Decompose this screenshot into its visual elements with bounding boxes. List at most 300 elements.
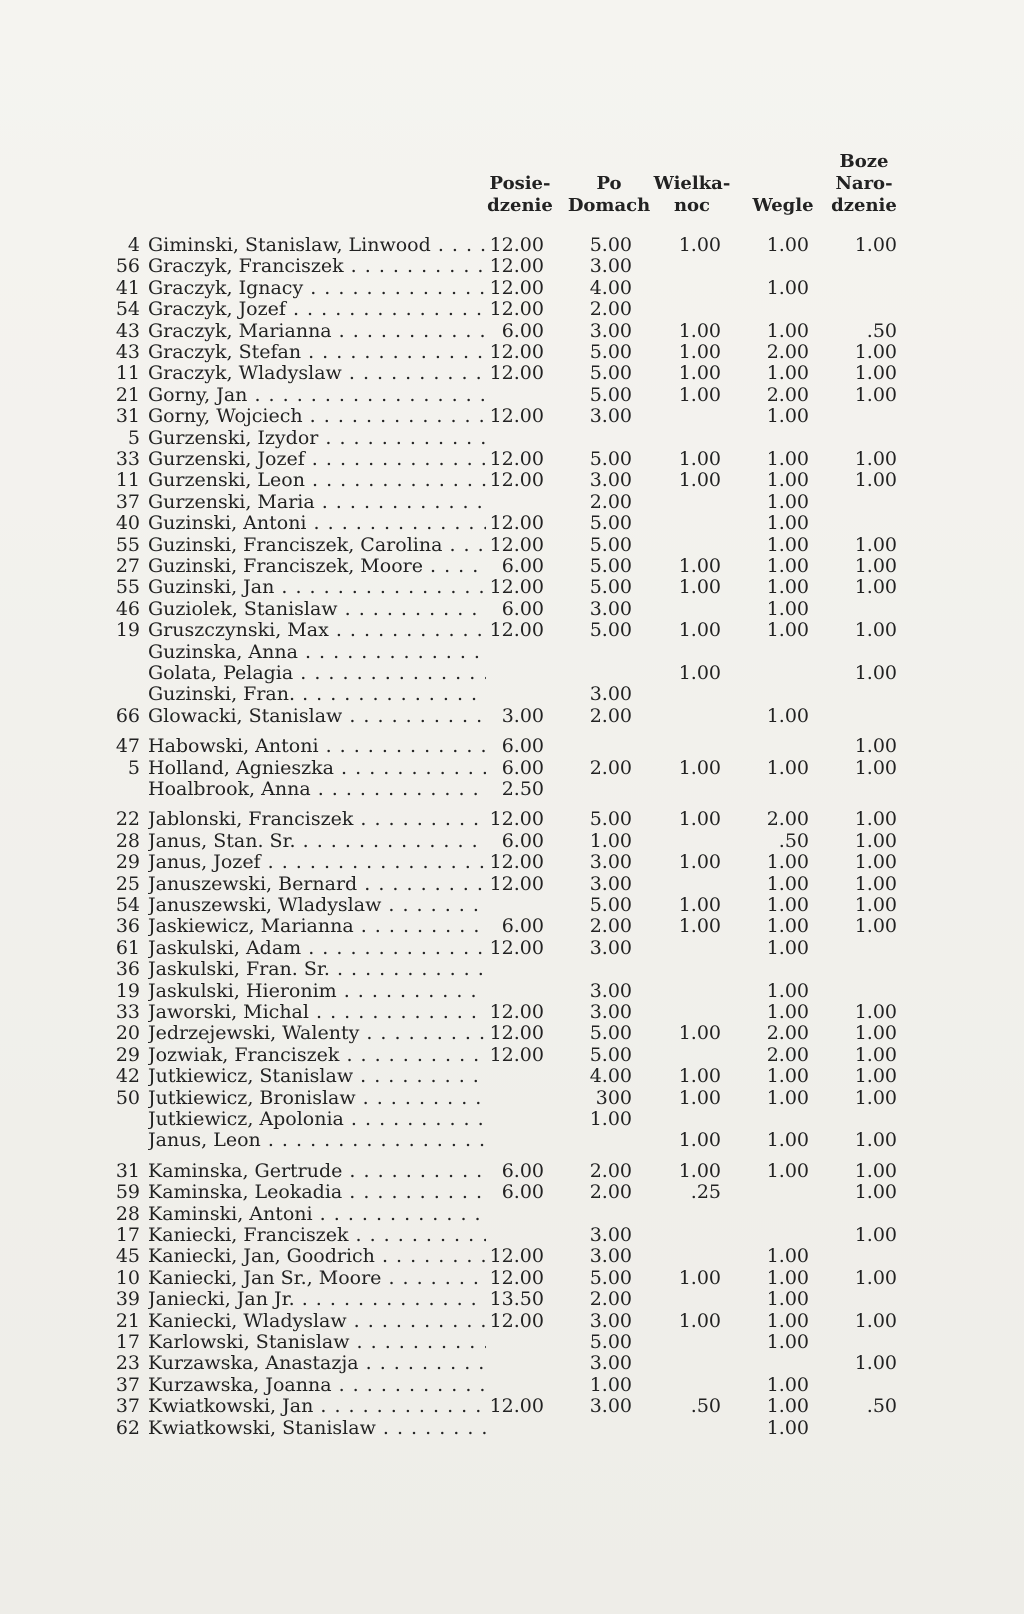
- row-value: 1.00: [766, 512, 809, 535]
- row-value: 12.00: [489, 1245, 544, 1268]
- row-name: Jablonski, Franciszek . . .: [148, 808, 486, 830]
- row-number: 36: [115, 958, 140, 981]
- row-value: 2.00: [766, 1043, 809, 1066]
- table-row: [0, 1160, 1024, 1182]
- row-value: 1.00: [854, 1065, 897, 1088]
- row-value: 1.00: [854, 1224, 897, 1246]
- row-value: 1.00: [854, 872, 897, 895]
- row-value: 3.00: [589, 979, 632, 1002]
- row-value: 1.00: [678, 756, 721, 779]
- row-value: 1.00: [766, 1288, 809, 1311]
- row-value: 1.00: [854, 894, 897, 916]
- row-value: 1.00: [766, 597, 809, 620]
- table-row: [0, 1022, 1024, 1044]
- table-row: [0, 277, 1024, 299]
- row-value: 1.00: [678, 851, 721, 874]
- row-value: 12.00: [489, 1395, 544, 1418]
- row-value: 1.00: [766, 1086, 809, 1109]
- row-value: 3.00: [589, 1224, 632, 1246]
- row-value: 3.00: [589, 1352, 632, 1375]
- row-value: 1.00: [854, 576, 897, 599]
- row-value: .25: [690, 1181, 721, 1204]
- row-value: 3.00: [589, 872, 632, 895]
- row-name: Kaminska, Leokadia . . .: [148, 1181, 486, 1203]
- row-number: 5: [127, 426, 140, 449]
- row-value: 1.00: [854, 619, 897, 642]
- row-value: 12.00: [489, 619, 544, 642]
- row-name: Gorny, Wojciech . . .: [148, 405, 486, 427]
- header-posiedzenie: [487, 173, 553, 217]
- row-number: 29: [115, 1043, 140, 1066]
- row-value: 3.00: [589, 1245, 632, 1268]
- row-value: 5.00: [589, 576, 632, 599]
- table-row: [0, 1181, 1024, 1203]
- row-value: 1.00: [766, 533, 809, 556]
- table-row: [0, 705, 1024, 727]
- row-value: 12.00: [489, 1266, 544, 1289]
- table-row: [0, 1224, 1024, 1246]
- row-value: 1.00: [766, 1416, 809, 1439]
- row-number: 28: [115, 829, 140, 852]
- row-value: 1.00: [678, 1065, 721, 1088]
- table-row: [0, 598, 1024, 620]
- row-value: 1.00: [854, 383, 897, 406]
- row-number: 33: [115, 1001, 140, 1023]
- row-value: 12.00: [489, 362, 544, 385]
- row-name: Janiecki, Jan Jr. . . .: [148, 1288, 486, 1310]
- row-value: 1.00: [854, 234, 897, 256]
- row-name: Kaniecki, Wladyslaw . . .: [148, 1310, 486, 1332]
- row-value: 6.00: [501, 1159, 544, 1182]
- row-name: Golata, Pelagia . . .: [148, 662, 486, 684]
- row-value: 1.00: [766, 936, 809, 959]
- row-value: 1.00: [854, 533, 897, 556]
- row-value: 2.50: [501, 778, 544, 800]
- row-number: 20: [115, 1022, 140, 1045]
- row-value: 1.00: [678, 319, 721, 342]
- row-value: 1.00: [766, 234, 809, 256]
- table-row: [0, 534, 1024, 556]
- row-number: 61: [115, 936, 140, 959]
- table-row: [0, 1065, 1024, 1087]
- row-value: 2.00: [589, 1159, 632, 1182]
- row-value: 6.00: [501, 735, 544, 758]
- row-number: 33: [115, 448, 140, 470]
- row-value: 5.00: [589, 1266, 632, 1289]
- row-number: 10: [115, 1266, 140, 1289]
- table-row: [0, 757, 1024, 779]
- table-row: [0, 469, 1024, 491]
- row-name: Gurzenski, Maria . . .: [148, 491, 486, 513]
- row-number: 31: [115, 405, 140, 428]
- row-name: Glowacki, Stanislaw . . .: [148, 705, 486, 727]
- row-value: 5.00: [589, 383, 632, 406]
- header-line: Po: [596, 173, 622, 194]
- row-value: 1.00: [678, 448, 721, 470]
- table-row: [0, 1395, 1024, 1417]
- row-name: Kurzawska, Joanna . . .: [148, 1374, 486, 1396]
- row-value: 1.00: [766, 1159, 809, 1182]
- row-value: 12.00: [489, 936, 544, 959]
- row-value: 1.00: [678, 894, 721, 916]
- row-value: 1.00: [766, 915, 809, 938]
- row-value: 3.00: [589, 1001, 632, 1023]
- row-value: 12.00: [489, 469, 544, 492]
- table-row: [0, 405, 1024, 427]
- row-value: 1.00: [766, 1395, 809, 1418]
- table-row: [0, 662, 1024, 684]
- row-value: 12.00: [489, 1001, 544, 1023]
- row-name: Janus, Stan. Sr. . . .: [148, 830, 486, 852]
- row-value: 1.00: [854, 1266, 897, 1289]
- row-name: Jutkiewicz, Apolonia . . .: [148, 1108, 486, 1130]
- row-number: 23: [115, 1352, 140, 1375]
- row-number: 11: [115, 362, 140, 385]
- row-number: 40: [115, 512, 140, 535]
- row-name: Jedrzejewski, Walenty . . .: [148, 1022, 486, 1044]
- row-value: 12.00: [489, 255, 544, 278]
- row-value: 1.00: [854, 1043, 897, 1066]
- row-value: 1.00: [766, 1309, 809, 1332]
- row-value: 2.00: [589, 490, 632, 513]
- row-value: 1.00: [854, 829, 897, 852]
- row-number: 37: [115, 490, 140, 513]
- row-value: 12.00: [489, 851, 544, 874]
- row-name: Guzinski, Fran. . . .: [148, 683, 486, 705]
- row-name: Jaworski, Michal . . .: [148, 1001, 486, 1023]
- row-value: 1.00: [766, 1065, 809, 1088]
- row-value: 1.00: [766, 1331, 809, 1353]
- row-number: 27: [115, 555, 140, 577]
- row-value: 5.00: [589, 341, 632, 363]
- row-name: Jutkiewicz, Bronislaw . . .: [148, 1087, 486, 1109]
- row-value: 2.00: [589, 298, 632, 321]
- row-value: 5.00: [589, 619, 632, 642]
- row-value: 5.00: [589, 555, 632, 577]
- row-value: 3.00: [589, 1395, 632, 1418]
- row-value: 1.00: [766, 704, 809, 727]
- row-number: 36: [115, 915, 140, 938]
- header-line: noc: [673, 195, 711, 216]
- header-line: Wegle: [752, 195, 814, 216]
- table-row: [0, 1203, 1024, 1225]
- table-row: [0, 576, 1024, 598]
- row-value: 4.00: [589, 1065, 632, 1088]
- row-value: 1.00: [766, 362, 809, 385]
- table-row: [0, 619, 1024, 641]
- row-value: 1.00: [766, 851, 809, 874]
- table-row: [0, 555, 1024, 577]
- row-value: 3.00: [589, 597, 632, 620]
- row-value: 1.00: [766, 619, 809, 642]
- row-number: 56: [115, 255, 140, 278]
- table-row: [0, 735, 1024, 757]
- row-name: Jutkiewicz, Stanislaw . . .: [148, 1065, 486, 1087]
- row-name: Hoalbrook, Anna . . .: [148, 778, 486, 800]
- header-line: Naro-: [835, 173, 893, 194]
- row-value: 1.00: [854, 1001, 897, 1023]
- row-value: 1.00: [766, 555, 809, 577]
- row-name: Januszewski, Bernard . . .: [148, 873, 486, 895]
- table-row: [0, 958, 1024, 980]
- row-value: 2.00: [589, 756, 632, 779]
- table-row: [0, 1288, 1024, 1310]
- row-value: 1.00: [766, 1373, 809, 1396]
- row-value: 1.00: [854, 555, 897, 577]
- row-number: 41: [115, 276, 140, 299]
- row-number: 11: [115, 469, 140, 492]
- row-value: 6.00: [501, 1181, 544, 1204]
- row-value: 5.00: [589, 234, 632, 256]
- header-wegle: [752, 195, 813, 217]
- row-value: 3.00: [589, 405, 632, 428]
- row-value: 12.00: [489, 405, 544, 428]
- row-name: Graczyk, Ignacy . . .: [148, 277, 486, 299]
- row-number: 17: [115, 1224, 140, 1246]
- row-value: 1.00: [678, 383, 721, 406]
- table-row: [0, 851, 1024, 873]
- row-value: 1.00: [854, 662, 897, 684]
- row-name: Kaniecki, Jan Sr., Moore . . .: [148, 1267, 486, 1289]
- row-name: Kaminski, Antoni . . .: [148, 1203, 486, 1225]
- table-row: [0, 1087, 1024, 1109]
- row-value: 2.00: [589, 1288, 632, 1311]
- row-value: 300: [595, 1086, 632, 1109]
- table-row: [0, 362, 1024, 384]
- row-name: Gorny, Jan . . .: [148, 384, 486, 406]
- row-value: 2.00: [589, 704, 632, 727]
- row-value: 5.00: [589, 448, 632, 470]
- table-row: [0, 298, 1024, 320]
- row-value: 1.00: [678, 1159, 721, 1182]
- row-value: 12.00: [489, 808, 544, 831]
- row-number: 54: [115, 298, 140, 321]
- row-value: 1.00: [678, 1266, 721, 1289]
- row-value: 12.00: [489, 1022, 544, 1045]
- row-name: Januszewski, Wladyslaw . . .: [148, 894, 486, 916]
- table-row: [0, 341, 1024, 363]
- row-value: 13.50: [489, 1288, 544, 1311]
- row-value: 12.00: [489, 533, 544, 556]
- row-value: 1.00: [854, 362, 897, 385]
- row-number: 4: [127, 234, 140, 256]
- row-number: 50: [115, 1086, 140, 1109]
- row-number: 19: [115, 979, 140, 1002]
- row-value: .50: [690, 1395, 721, 1418]
- row-value: 1.00: [589, 1373, 632, 1396]
- table-row: [0, 512, 1024, 534]
- row-number: 55: [115, 576, 140, 599]
- row-name: Karlowski, Stanislaw . . .: [148, 1331, 486, 1353]
- row-number: 21: [115, 383, 140, 406]
- table-row: [0, 980, 1024, 1002]
- table-row: [0, 320, 1024, 342]
- row-value: 3.00: [589, 255, 632, 278]
- table-row: [0, 873, 1024, 895]
- table-row: [0, 641, 1024, 663]
- row-value: 5.00: [589, 362, 632, 385]
- table-row: [0, 1001, 1024, 1023]
- row-value: 1.00: [678, 1129, 721, 1152]
- row-value: 2.00: [766, 383, 809, 406]
- row-name: Gurzenski, Izydor . . .: [148, 427, 486, 449]
- row-value: 1.00: [854, 469, 897, 492]
- row-number: 42: [115, 1065, 140, 1088]
- table-row: [0, 427, 1024, 449]
- row-value: 5.00: [589, 512, 632, 535]
- table-row: [0, 937, 1024, 959]
- row-value: 6.00: [501, 915, 544, 938]
- row-value: 1.00: [854, 1022, 897, 1045]
- row-value: 1.00: [854, 915, 897, 938]
- row-value: 5.00: [589, 1043, 632, 1066]
- row-value: 3.00: [589, 1309, 632, 1332]
- row-value: 1.00: [854, 1086, 897, 1109]
- row-value: 3.00: [589, 319, 632, 342]
- row-value: 1.00: [678, 1022, 721, 1045]
- table-row: [0, 1374, 1024, 1396]
- header-wielkanoc: [654, 173, 731, 217]
- table-row: [0, 1331, 1024, 1353]
- row-value: .50: [866, 319, 897, 342]
- row-number: 46: [115, 597, 140, 620]
- row-value: 1.00: [766, 490, 809, 513]
- row-value: 1.00: [766, 1001, 809, 1023]
- table-row: [0, 1245, 1024, 1267]
- row-number: 22: [115, 808, 140, 831]
- row-value: 12.00: [489, 276, 544, 299]
- row-number: 29: [115, 851, 140, 874]
- row-name: Graczyk, Marianna . . .: [148, 320, 486, 342]
- row-value: 1.00: [678, 234, 721, 256]
- header-line: Domach: [567, 195, 651, 216]
- row-value: 12.00: [489, 872, 544, 895]
- row-value: 1.00: [766, 319, 809, 342]
- row-value: .50: [778, 829, 809, 852]
- row-number: 5: [127, 756, 140, 779]
- row-name: Jaskiewicz, Marianna . . .: [148, 915, 486, 937]
- row-value: 4.00: [589, 276, 632, 299]
- row-name: Gurzenski, Jozef . . .: [148, 448, 486, 470]
- row-value: 1.00: [766, 1129, 809, 1152]
- row-name: Kaminska, Gertrude . . .: [148, 1160, 486, 1182]
- row-name: Jaskulski, Adam . . .: [148, 937, 486, 959]
- row-name: Guzinski, Jan . . .: [148, 576, 486, 598]
- row-name: Gurzenski, Leon . . .: [148, 469, 486, 491]
- row-value: 12.00: [489, 512, 544, 535]
- row-name: Guzinski, Franciszek, Carolina . . .: [148, 534, 486, 556]
- row-value: 6.00: [501, 555, 544, 577]
- row-name: Graczyk, Wladyslaw . . .: [148, 362, 486, 384]
- row-value: 1.00: [678, 362, 721, 385]
- table-row: [0, 894, 1024, 916]
- row-name: Guziolek, Stanislaw . . .: [148, 598, 486, 620]
- row-value: 1.00: [678, 915, 721, 938]
- table-row: [0, 1417, 1024, 1439]
- row-number: 37: [115, 1373, 140, 1396]
- row-value: 1.00: [589, 1108, 632, 1130]
- row-number: 43: [115, 319, 140, 342]
- row-value: 1.00: [678, 555, 721, 577]
- row-value: 1.00: [766, 1266, 809, 1289]
- table-row: [0, 234, 1024, 256]
- row-value: 1.00: [854, 735, 897, 758]
- row-value: 1.00: [678, 1086, 721, 1109]
- row-name: Graczyk, Stefan . . .: [148, 341, 486, 363]
- table-row: [0, 1044, 1024, 1066]
- header-po-domach: [568, 173, 650, 217]
- row-value: 1.00: [766, 469, 809, 492]
- row-value: 6.00: [501, 319, 544, 342]
- row-value: 1.00: [678, 341, 721, 363]
- header-line: Wielka-: [653, 173, 731, 194]
- row-value: 1.00: [589, 829, 632, 852]
- row-name: Kwiatkowski, Stanislaw . . .: [148, 1417, 486, 1439]
- row-name: Janus, Jozef . . .: [148, 851, 486, 873]
- row-value: 1.00: [678, 808, 721, 831]
- header-boze-narodzenie: [831, 151, 897, 217]
- table-row: [0, 778, 1024, 800]
- row-value: 12.00: [489, 298, 544, 321]
- row-value: 1.00: [766, 405, 809, 428]
- table-row: [0, 1129, 1024, 1151]
- row-number: 66: [115, 704, 140, 727]
- row-name: Giminski, Stanislaw, Linwood . . .: [148, 234, 486, 256]
- row-name: Kaniecki, Franciszek . . .: [148, 1224, 486, 1246]
- row-value: 1.00: [854, 1129, 897, 1152]
- row-value: 12.00: [489, 448, 544, 470]
- row-value: 2.00: [766, 808, 809, 831]
- row-value: 1.00: [766, 1245, 809, 1268]
- row-number: 59: [115, 1181, 140, 1204]
- row-value: 5.00: [589, 1022, 632, 1045]
- row-name: Janus, Leon . . .: [148, 1129, 486, 1151]
- row-value: 5.00: [589, 1331, 632, 1353]
- header-line: Posie-: [489, 173, 551, 194]
- header-line: Boze: [839, 151, 889, 172]
- table-row: [0, 491, 1024, 513]
- row-value: 1.00: [766, 276, 809, 299]
- row-number: 43: [115, 341, 140, 363]
- row-value: 1.00: [854, 851, 897, 874]
- row-name: Kurzawska, Anastazja . . .: [148, 1352, 486, 1374]
- table-row: [0, 1352, 1024, 1374]
- row-number: 25: [115, 872, 140, 895]
- row-value: 12.00: [489, 1043, 544, 1066]
- header-line: dzenie: [487, 195, 553, 216]
- row-value: 6.00: [501, 597, 544, 620]
- row-number: 55: [115, 533, 140, 556]
- row-name: Jaskulski, Hieronim . . .: [148, 980, 486, 1002]
- table-row: [0, 1310, 1024, 1332]
- row-value: 1.00: [854, 448, 897, 470]
- row-value: 2.00: [589, 1181, 632, 1204]
- row-value: 1.00: [678, 662, 721, 684]
- row-value: 1.00: [678, 1309, 721, 1332]
- row-value: 3.00: [501, 704, 544, 727]
- row-value: 3.00: [589, 851, 632, 874]
- row-value: 1.00: [766, 576, 809, 599]
- table-row: [0, 683, 1024, 705]
- table-row: [0, 1108, 1024, 1130]
- table-row: [0, 255, 1024, 277]
- row-value: 5.00: [589, 808, 632, 831]
- row-name: Kwiatkowski, Jan . . .: [148, 1395, 486, 1417]
- row-value: 2.00: [589, 915, 632, 938]
- row-value: 1.00: [854, 341, 897, 363]
- row-value: 1.00: [766, 756, 809, 779]
- row-value: 6.00: [501, 756, 544, 779]
